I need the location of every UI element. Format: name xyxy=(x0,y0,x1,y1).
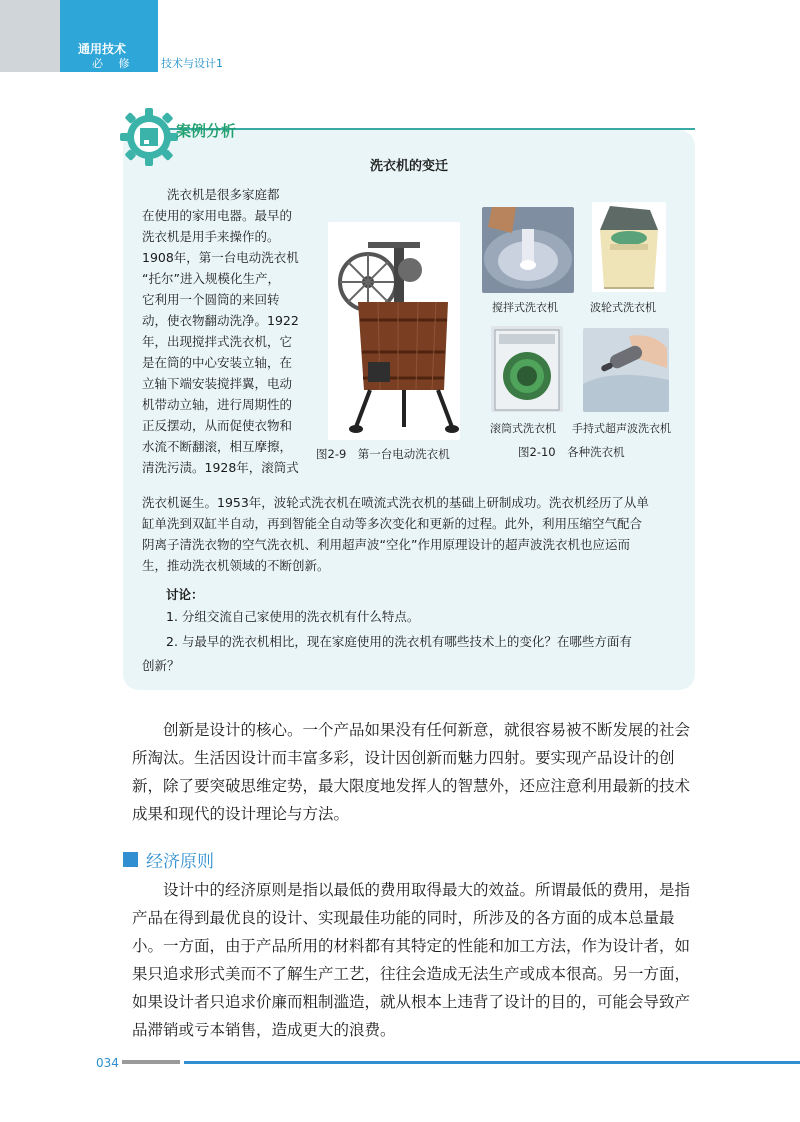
case-paragraph-wide xyxy=(142,492,687,576)
text-line: 在使用的家用电器。最早的 xyxy=(142,208,293,223)
text-line: 缸单洗到双缸半自动，再到智能全自动等多次变化和更新的过程。此外，利用压缩空气配合 xyxy=(142,516,643,531)
figure-2-10-caption: 图2-10 各种洗衣机 xyxy=(518,445,625,459)
text-line: 成果和现代的设计理论与方法。 xyxy=(132,805,350,823)
text-line: 品滞销或亏本销售，造成更大的浪费。 xyxy=(132,1021,396,1039)
figure-2-9-caption: 图2-9 第一台电动洗衣机 xyxy=(316,447,450,461)
text-line: 生，推动洗衣机领域的不断创新。 xyxy=(142,558,330,573)
text-line: 立轴下端安装搅拌翼，电动 xyxy=(142,376,293,391)
text-line: 水流不断翻滚，相互摩擦， xyxy=(142,439,293,454)
text-line: 设计中的经济原则是指以最低的费用取得最大的效益。所谓最低的费用，是指 xyxy=(132,881,691,899)
text-line: 是在筒的中心安装立轴，在 xyxy=(142,355,293,370)
text-line: 1908年，第一台电动洗衣机 xyxy=(142,250,299,265)
body-paragraph-economy xyxy=(132,876,690,1044)
text-line: “托尔”进入规模化生产， xyxy=(142,271,280,286)
text-line: 小。一方面，由于产品所用的材料都有其特定的性能和加工方法，作为设计者，如 xyxy=(132,937,691,955)
case-header-rule xyxy=(160,128,695,130)
text-line: 洗衣机是很多家庭都 xyxy=(142,187,280,202)
drum-washer-image xyxy=(491,326,563,412)
case-paragraph-narrow xyxy=(142,184,312,478)
text-line: 动，使衣物翻动洗净。1922 xyxy=(142,313,299,328)
body-paragraph-innovation xyxy=(132,716,690,828)
text-line: 新，除了要突破思维定势，最大限度地发挥人的智慧外，还应注意利用最新的技术 xyxy=(132,777,691,795)
discussion-question-1: 1. 分组交流自己家使用的洗衣机有什么特点。 xyxy=(166,609,420,624)
header-subject: 通用技术 xyxy=(78,42,127,56)
header-book-title: 技术与设计1 xyxy=(161,57,223,70)
section-title: 经济原则 xyxy=(146,852,214,872)
text-line: 洗衣机是用手来操作的。 xyxy=(142,229,280,244)
text-line: 如果设计者只追求价廉而粗制滥造，就从根本上违背了设计的目的，可能会导致产 xyxy=(132,993,691,1011)
text-line: 创新是设计的核心。一个产品如果没有任何新意，就很容易被不断发展的社会 xyxy=(132,721,691,739)
text-line: 年，出现搅拌式洗衣机，它 xyxy=(142,334,293,349)
text-line: 洗衣机诞生。1953年，波轮式洗衣机在喷流式洗衣机的基础上研制成功。洗衣机经历了从单 xyxy=(142,495,649,510)
text-line: 果只追求形式美而不了解生产工艺，往往会造成无法生产或成本很高。另一方面， xyxy=(132,965,691,983)
header-gray-block xyxy=(0,0,60,72)
case-title: 洗衣机的变迁 xyxy=(369,159,448,174)
pulsator-caption: 波轮式洗衣机 xyxy=(590,301,656,314)
ultrasonic-washer-image xyxy=(583,328,669,412)
agitator-washer-image xyxy=(482,207,574,293)
text-line: 正反摆动，从而促使衣物和 xyxy=(142,418,293,433)
drum-caption: 滚筒式洗衣机 xyxy=(490,422,556,435)
section-marker-square xyxy=(123,852,138,867)
discussion-question-2-cont: 创新？ xyxy=(142,658,180,673)
case-analysis-label: 案例分析 xyxy=(176,122,237,140)
text-line: 机带动立轴，进行周期性的 xyxy=(142,397,293,412)
header-required: 必 修 xyxy=(92,57,136,70)
footer-blue-rule xyxy=(184,1061,800,1064)
footer-gray-bar xyxy=(122,1060,180,1064)
discussion-heading: 讨论： xyxy=(166,587,204,602)
first-electric-washer-image xyxy=(328,222,460,440)
text-line: 它利用一个圆筒的来回转 xyxy=(142,292,280,307)
text-line: 产品在得到最优良的设计、实现最佳功能的同时，所涉及的各方面的成本总量最 xyxy=(132,909,675,927)
agitator-caption: 搅拌式洗衣机 xyxy=(492,301,558,314)
text-line: 所淘汰。生活因设计而丰富多彩，设计因创新而魅力四射。要实现产品设计的创 xyxy=(132,749,675,767)
ultrasonic-caption: 手持式超声波洗衣机 xyxy=(572,422,671,435)
discussion-question-2: 2. 与最早的洗衣机相比，现在家庭使用的洗衣机有哪些技术上的变化？在哪些方面有 xyxy=(166,634,632,649)
text-line: 清洗污渍。1928年，滚筒式 xyxy=(142,460,299,475)
page-number: 034 xyxy=(96,1056,119,1070)
pulsator-washer-image xyxy=(592,202,666,292)
text-line: 阴离子清洗衣物的空气洗衣机、利用超声波“空化”作用原理设计的超声波洗衣机也应运而 xyxy=(142,537,630,552)
